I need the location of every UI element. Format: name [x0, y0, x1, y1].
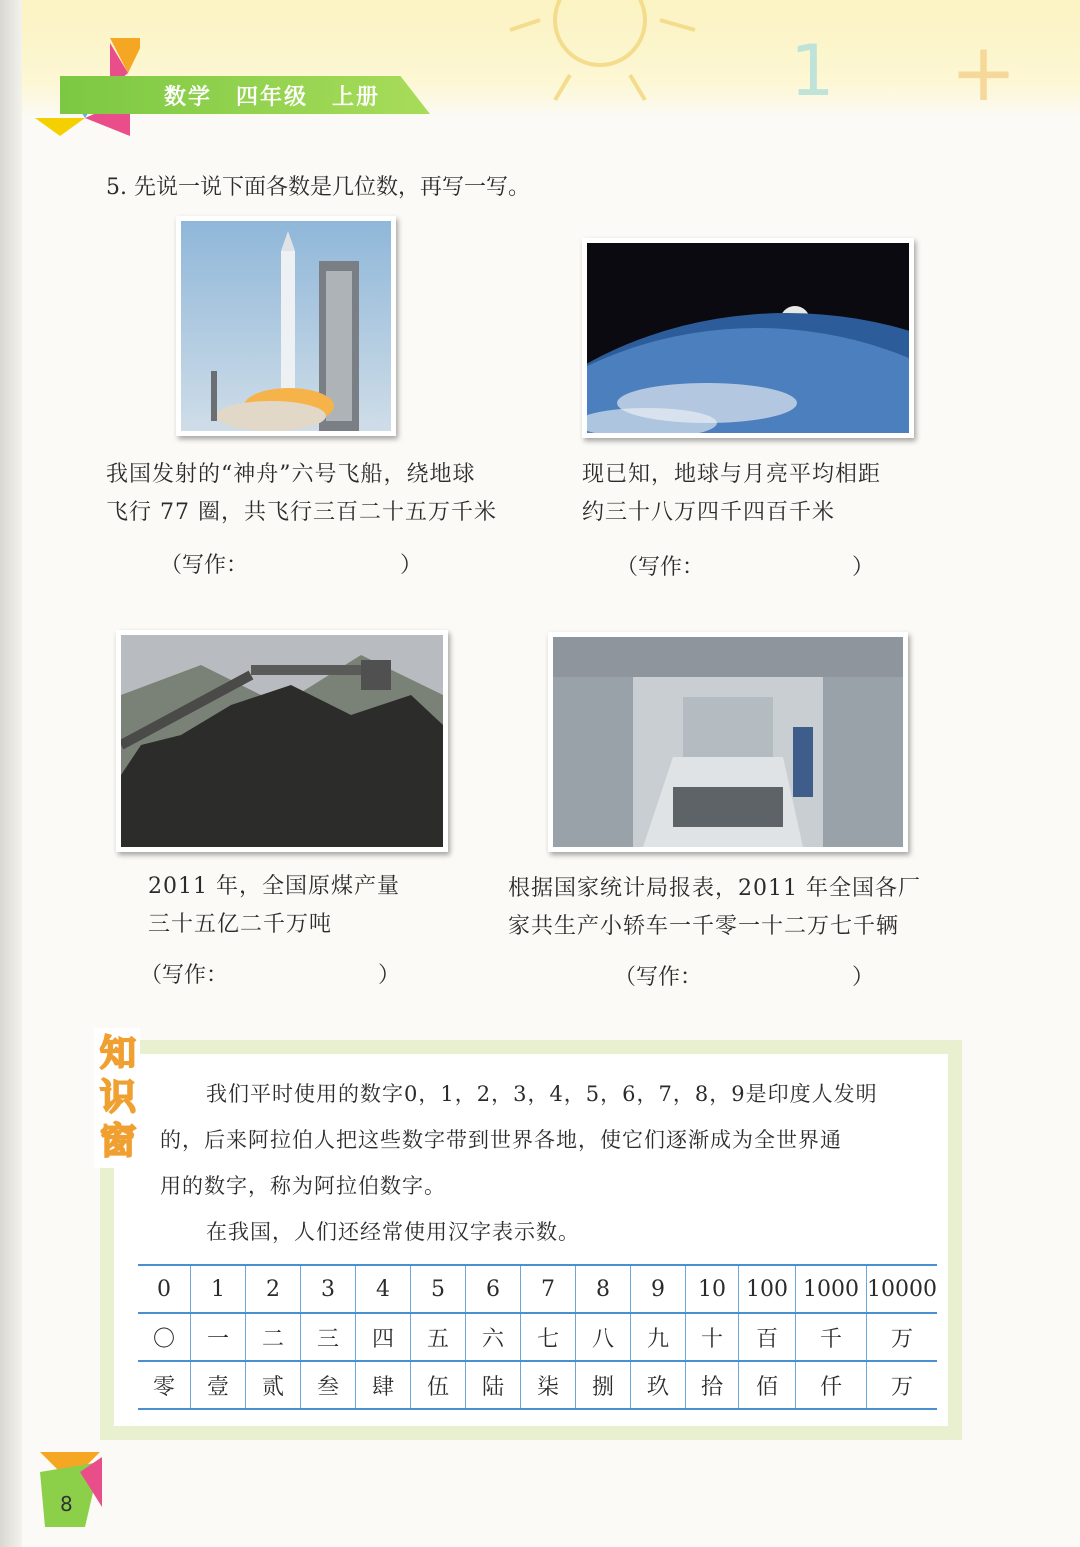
knowledge-title-char-1: 知: [99, 1033, 136, 1074]
table-cell: 四: [356, 1313, 411, 1361]
caption-1-line-2: 飞行 77 圈，共飞行三百二十五万千米: [106, 500, 497, 525]
earth-moon-photo: [582, 238, 914, 438]
table-cell: 十: [686, 1313, 739, 1361]
table-cell: 仟: [796, 1361, 867, 1409]
paragraph-1-line-2: 的，后来阿拉伯人把这些数字带到世界各地，使它们逐渐成为全世界通: [160, 1128, 842, 1152]
table-cell: 1000: [796, 1265, 867, 1313]
knowledge-title-char-3: 窗: [99, 1121, 136, 1162]
write-label-1: （写作：: [160, 553, 249, 578]
table-cell: 贰: [246, 1361, 301, 1409]
caption-3-line-2: 三十五亿二千万吨: [148, 912, 333, 937]
arabic-digit-row: [138, 1265, 937, 1313]
book-title: 数学 四年级 上册: [164, 85, 381, 110]
table-cell: 捌: [576, 1361, 631, 1409]
close-paren-2: ）: [852, 555, 875, 580]
table-cell: 玖: [631, 1361, 686, 1409]
table-cell: 三: [301, 1313, 356, 1361]
table-cell: 万: [867, 1361, 938, 1409]
table-cell: 7: [521, 1265, 576, 1313]
table-cell: 百: [739, 1313, 796, 1361]
write-label-3: （写作：: [140, 963, 229, 988]
paragraph-1-line-1: 我们平时使用的数字0，1，2，3，4，5，6，7，8，9是印度人发明: [206, 1082, 878, 1106]
financial-numeral-row: [138, 1361, 937, 1409]
table-cell: 千: [796, 1313, 867, 1361]
page-number: 8: [60, 1492, 73, 1516]
caption-3-line-1: 2011 年，全国原煤产量: [148, 874, 400, 899]
table-cell: 七: [521, 1313, 576, 1361]
footer-tangram-icon: [40, 1452, 110, 1532]
caption-4-line-1: 根据国家统计局报表，2011 年全国各厂: [508, 876, 921, 901]
table-cell: 100: [739, 1265, 796, 1313]
table-cell: 10: [686, 1265, 739, 1313]
table-cell: 佰: [739, 1361, 796, 1409]
table-cell: 4: [356, 1265, 411, 1313]
table-cell: 二: [246, 1313, 301, 1361]
table-cell: 六: [466, 1313, 521, 1361]
paragraph-1-line-3: 用的数字，称为阿拉伯数字。: [160, 1174, 446, 1198]
page-spine-edge: [0, 0, 22, 1547]
table-cell: 9: [631, 1265, 686, 1313]
caption-4-line-2: 家共生产小轿车一千零一十二万七千辆: [508, 914, 900, 939]
question-title: 5. 先说一说下面各数是几位数，再写一写。: [106, 175, 530, 200]
number-table: [138, 1264, 937, 1410]
table-cell: 万: [867, 1313, 938, 1361]
close-paren-4: ）: [852, 965, 875, 990]
chinese-numeral-row: [138, 1313, 937, 1361]
table-cell: 2: [246, 1265, 301, 1313]
table-cell: 壹: [191, 1361, 246, 1409]
table-cell: 10000: [867, 1265, 938, 1313]
table-cell: 零: [152, 1374, 175, 1400]
table-cell: 柒: [521, 1361, 576, 1409]
table-cell: 3: [301, 1265, 356, 1313]
svg-text:1: 1: [790, 30, 835, 110]
caption-1-line-1: 我国发射的“神舟”六号飞船，绕地球: [106, 462, 476, 487]
rocket-launch-photo: [176, 216, 396, 436]
table-cell: 6: [466, 1265, 521, 1313]
table-cell: 0: [157, 1276, 171, 1302]
write-label-2: （写作：: [616, 555, 705, 580]
caption-2-line-1: 现已知，地球与月亮平均相距: [582, 462, 882, 487]
table-cell: 〇: [152, 1326, 175, 1352]
table-cell: 陆: [466, 1361, 521, 1409]
table-cell: 拾: [686, 1361, 739, 1409]
table-cell: 五: [411, 1313, 466, 1361]
table-cell: 肆: [356, 1361, 411, 1409]
table-cell: 叁: [301, 1361, 356, 1409]
car-factory-photo: [548, 632, 908, 852]
knowledge-title-char-2: 识: [99, 1077, 136, 1118]
svg-text:+: +: [950, 26, 1018, 110]
write-label-4: （写作：: [614, 965, 703, 990]
caption-2-line-2: 约三十八万四千四百千米: [582, 500, 836, 525]
paragraph-2: 在我国，人们还经常使用汉字表示数。: [206, 1220, 580, 1244]
table-cell: 八: [576, 1313, 631, 1361]
close-paren-3: ）: [378, 963, 401, 988]
header-doodle-icon: [500, 0, 1060, 110]
table-cell: 九: [631, 1313, 686, 1361]
table-cell: 1: [191, 1265, 246, 1313]
coal-pile-photo: [116, 630, 448, 852]
table-cell: 5: [411, 1265, 466, 1313]
table-cell: 一: [191, 1313, 246, 1361]
table-cell: 伍: [411, 1361, 466, 1409]
table-cell: 8: [576, 1265, 631, 1313]
close-paren-1: ）: [400, 553, 423, 578]
